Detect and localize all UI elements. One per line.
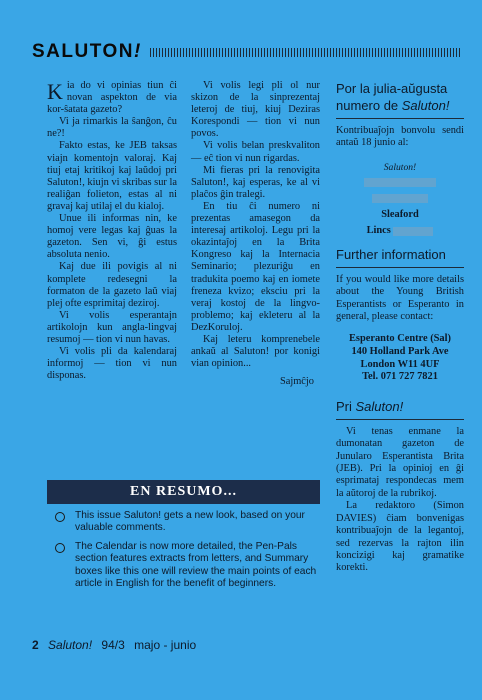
address-county-line: Lincs	[336, 225, 464, 237]
article-paragraph: Vi volis legi pli ol nur skizon de la sinprezentaj leteroj de tiuj, kiuj Deziras Korespondi — tion vi nun povos.	[191, 80, 320, 140]
page-number: 2	[32, 638, 39, 652]
article-paragraph: Vi volis pli da kalendaraj informoj — tion vi nun disponas.	[47, 346, 177, 382]
article-signature: Sajmĉjo	[279, 376, 314, 388]
article-column-2	[191, 80, 320, 388]
address-city: Sleaford	[381, 209, 419, 221]
redaction-bar	[393, 227, 433, 236]
contact-line: London W11 4UF	[360, 358, 440, 370]
footer-issue: 94/3	[101, 638, 125, 652]
about-paragraph: Vi tenas enmane la dumonatan gazeton de Junularo Esperantista Brita (JEB). Pri la opinioj en ĝi esprimataj respondecas mem la aŭtoroj de la rubrikoj.	[336, 425, 464, 499]
summary-box	[47, 480, 320, 590]
article-paragraph: Vi volis belan preskvaliton — eĉ tion vi nun rigardas.	[191, 140, 320, 164]
article-lead-paragraph: Kia do vi opinias tiun ĉi novan aspekton de via kor-ŝatata gazeto?	[47, 79, 177, 116]
summary-heading: EN RESUMO...	[47, 480, 320, 504]
about-paragraph: La redaktoro (Simon DAVIES) ĉiam bonvenigas kontribuaĵojn de la legantoj, sed rezervas la rajton ilin koncizigi kaj gramatike korekti.	[336, 500, 464, 574]
divider	[336, 419, 464, 420]
article-paragraph: Vi volis esperantajn artikolojn kun angla-lingvaj resumoj — tion vi nun havas.	[47, 309, 177, 345]
masthead	[32, 40, 462, 64]
postal-address	[336, 162, 464, 238]
article-paragraph: Kaj due ili povigis al ni komplete redesegni la formaton de la gazeto laŭ viaj plej ofte esprimitaj deziroj.	[47, 261, 177, 309]
article-paragraph: Unue ili informas nin, ke homoj vere legas kaj ĝuas la gazeton. Sen vi, ĝi estus absoluta nenio.	[47, 213, 177, 261]
footer-months: majo - junio	[134, 638, 197, 652]
drop-cap: K	[47, 79, 63, 104]
divider	[336, 118, 464, 119]
circle-bullet-icon	[55, 512, 65, 522]
masthead-hatch-rule	[150, 48, 462, 57]
footer-magazine: Saluton!	[48, 638, 93, 652]
article-column-1	[47, 80, 177, 382]
address-name: Saluton!	[383, 161, 417, 173]
summary-item	[47, 541, 320, 591]
masthead-title: SALUTON!	[32, 41, 142, 62]
contact-line: 140 Holland Park Ave	[351, 346, 449, 358]
summary-item-text: This issue Saluton! gets a new look, based on your valuable comments.	[75, 510, 305, 534]
order-heading: Por la julia-aŭgusta numero de Saluton!	[336, 81, 450, 113]
summary-item-text: The Calendar is now more detailed, the Pen-Pals section features extracts from letters, and Summary boxes like this one will review the main points of each article in English for the benefit of beginners.	[75, 540, 317, 590]
page-footer	[32, 638, 196, 652]
sidebar-column	[336, 80, 464, 575]
redaction-bar	[372, 194, 428, 203]
article-paragraph: Mi fieras pri la renovigita Saluton!, kaj esperas, ke al vi plaĉos ĝin tralegi.	[191, 164, 320, 200]
info-heading: Further information	[336, 246, 446, 262]
contact-line: Esperanto Centre (Sal)	[349, 333, 451, 345]
article-paragraph: Fakto estas, ke JEB taksas viajn komentojn valoraj. Kaj tiuj etaj kritikoj kaj laŭdoj pri Saluton!, kiujn vi skribas sur la realiĝan folieton, estas al ni gravaj kaj utilaj el du kialoj.	[47, 140, 177, 212]
redaction-bar	[364, 178, 436, 187]
order-text: Kontribuaĵojn bonvolu sendi antaŭ 18 junio al:	[336, 125, 464, 149]
divider	[336, 267, 464, 268]
article-paragraph: En tiu ĉi numero ni prezentas amasegon da interesaj artikoloj. Legu pri la okazintaĵoj en la Brita Kongreso kaj la Internacia Seminario; plezuriĝu en tradukita poemo kaj en iomete freneza kvizo; eksciu pri la veraj kostoj de la lingvo-problemo; kaj ekleteru al la DezKoruloj.	[191, 200, 320, 333]
contact-line: Tel. 071 727 7821	[362, 371, 438, 383]
article-paragraph: Vi ja rimarkis la ŝanĝon, ĉu ne?!	[47, 116, 177, 140]
about-heading: Pri Saluton!	[336, 398, 404, 414]
article-paragraph: Kaj leteru komprenebele ankaŭ al Saluton! por konigi vian opinion...	[191, 333, 320, 370]
info-text: If you would like more details about the Young British Esperantists or Esperanto in general, please contact:	[336, 273, 464, 323]
circle-bullet-icon	[55, 543, 65, 553]
summary-item	[47, 510, 320, 535]
contact-block	[336, 333, 464, 383]
